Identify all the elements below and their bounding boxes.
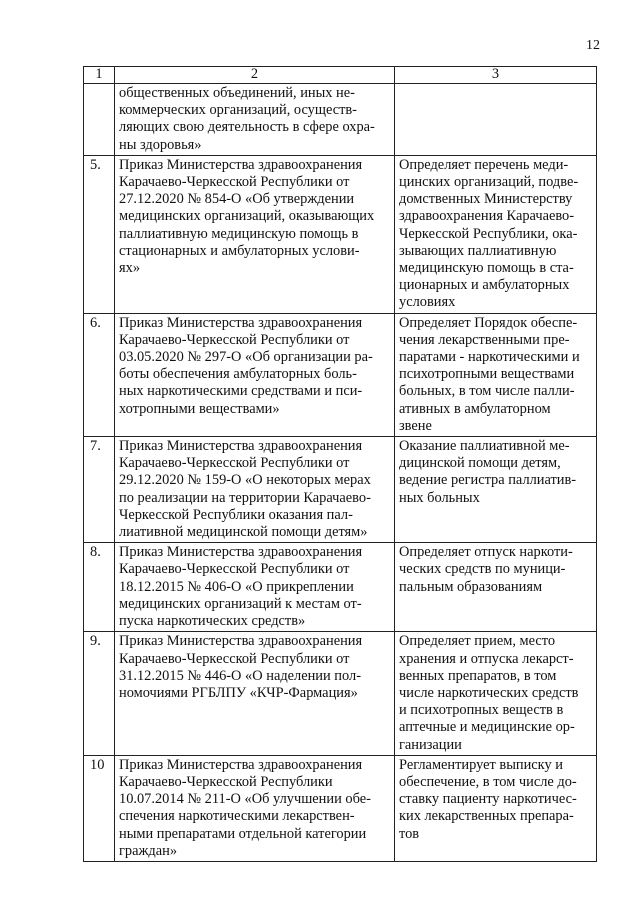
description-cell	[395, 313, 597, 436]
description-line: и психотропных веществ в	[399, 702, 564, 719]
description-line: Оказание паллиативной ме-	[399, 438, 570, 455]
document-line: Приказ Министерства здравоохранения	[119, 633, 363, 650]
document-line: Карачаево-Черкесской Республики	[119, 773, 333, 790]
description-line: психотропными веществами	[399, 366, 575, 383]
description-cell	[395, 437, 597, 543]
description-line: домственных Министерству	[399, 191, 573, 208]
document-line: Карачаево-Черкесской Республики от	[119, 561, 350, 578]
description-line: Черкесской Республики, ока-	[399, 225, 578, 242]
description-line: Определяет перечень меди-	[399, 156, 569, 173]
description-line: Определяет прием, место	[399, 633, 556, 650]
row-number: 8.	[84, 543, 115, 632]
description-line: ционарных и амбулаторных	[399, 277, 570, 294]
document-line: Карачаево-Черкесской Республики от	[119, 650, 350, 667]
document-line: номочиями РГБЛПУ «КЧР-Фармация»	[119, 684, 358, 701]
document-line: хотропными веществами»	[119, 400, 280, 417]
description-line: медицинскую помощь в ста-	[399, 260, 574, 277]
header-cell-2: 2	[115, 67, 395, 84]
document-line: Приказ Министерства здравоохранения	[119, 438, 363, 455]
description-line: условиях	[399, 294, 456, 311]
row-number: 5.	[84, 155, 115, 313]
description-cell	[395, 543, 597, 632]
document-line: по реализации на территории Карачаево-	[119, 489, 371, 506]
table-row	[84, 543, 597, 632]
document-line: ях»	[119, 260, 141, 277]
page-number: 12	[586, 38, 600, 53]
description-line: ких лекарственных препара-	[399, 808, 574, 825]
row-number: 7.	[84, 437, 115, 543]
description-cell	[395, 155, 597, 313]
document-line: боты обеспечения амбулаторных боль-	[119, 366, 357, 383]
description-line: больных, в том числе палли-	[399, 383, 575, 400]
table-row	[84, 755, 597, 861]
document-line: Карачаево-Черкесской Республики от	[119, 455, 350, 472]
document-line: 27.12.2020 № 854-О «Об утверждении	[119, 191, 355, 208]
document-cell	[115, 437, 395, 543]
document-line: общественных объединений, иных не-	[119, 85, 355, 101]
description-line: цинских организаций, подве-	[399, 174, 579, 191]
description-line: зывающих паллиативную	[399, 242, 557, 259]
row-number: 10	[84, 755, 115, 861]
document-line: Приказ Министерства здравоохранения	[119, 314, 363, 331]
description-line: хранения и отпуска лекарст-	[399, 650, 574, 667]
description-line: паратами - наркотическими и	[399, 349, 580, 366]
description-line: Определяет Порядок обеспе-	[399, 314, 578, 331]
document-line: 03.05.2020 № 297-О «Об организации ра-	[119, 349, 373, 366]
document-line: Карачаево-Черкесской Республики от	[119, 174, 350, 191]
document-line: 10.07.2014 № 211-О «Об улучшении обе-	[119, 791, 371, 808]
document-line: лиативной медицинской помощи детям»	[119, 524, 368, 541]
document-line: спечения наркотическими лекарствен-	[119, 808, 355, 825]
description-line: обеспечение, в том числе до-	[399, 773, 577, 790]
document-line: пуска наркотических средств»	[119, 613, 306, 630]
row-number: 6.	[84, 313, 115, 436]
description-cell	[395, 755, 597, 861]
description-line: ных больных	[399, 489, 480, 506]
description-line: Регламентирует выписку и	[399, 756, 563, 773]
document-cell	[115, 84, 395, 156]
table-row	[84, 313, 597, 436]
document-line: 18.12.2015 № 406-О «О прикреплении	[119, 578, 354, 595]
document-line: медицинских организаций к местам от-	[119, 595, 362, 612]
document-cell	[115, 313, 395, 436]
document-line: паллиативную медицинскую помощь в	[119, 225, 359, 242]
table-body	[84, 67, 597, 862]
document-line: стационарных и амбулаторных услови-	[119, 242, 360, 259]
document-line: 31.12.2015 № 446-О «О наделении пол-	[119, 667, 361, 684]
document-cell	[115, 632, 395, 755]
description-line: аптечные и медицинские ор-	[399, 719, 575, 736]
document-line: ляющих свою деятельность в сфере охра-	[119, 119, 375, 136]
header-cell-1: 1	[84, 67, 115, 84]
document-line: Карачаево-Черкесской Республики от	[119, 331, 350, 348]
document-line: коммерческих организаций, осуществ-	[119, 102, 357, 119]
description-line: ведение регистра паллиатив-	[399, 472, 577, 489]
description-line: здравоохранения Карачаево-	[399, 208, 575, 225]
description-line: ганизации	[399, 736, 462, 753]
document-cell	[115, 755, 395, 861]
row-number: 9.	[84, 632, 115, 755]
header-cell-3: 3	[395, 67, 597, 84]
description-cell	[395, 632, 597, 755]
description-line: числе наркотических средств	[399, 684, 579, 701]
document-line: Приказ Министерства здравоохранения	[119, 544, 363, 561]
document-line: Черкесской Республики оказания пал-	[119, 506, 353, 523]
document-line: ными препаратами отдельной категории	[119, 825, 367, 842]
document-cell	[115, 543, 395, 632]
document-line: граждан»	[119, 842, 178, 859]
description-line: тов	[399, 825, 420, 842]
document-line: ны здоровья»	[119, 136, 202, 153]
description-cell	[395, 84, 597, 156]
description-line: чения лекарственными пре-	[399, 331, 570, 348]
documents-table	[83, 66, 597, 862]
description-line: ческих средств по муници-	[399, 561, 566, 578]
table-row	[84, 632, 597, 755]
description-line: венных препаратов, в том	[399, 667, 557, 684]
table-header-row	[84, 67, 597, 84]
document-line: медицинских организаций, оказывающих	[119, 208, 375, 225]
table-row	[84, 155, 597, 313]
document-line: ных наркотическими средствами и пси-	[119, 383, 363, 400]
document-line: Приказ Министерства здравоохранения	[119, 156, 363, 173]
document-line: Приказ Министерства здравоохранения	[119, 756, 363, 773]
table-row	[84, 437, 597, 543]
description-line: звене	[399, 417, 432, 434]
description-line: Определяет отпуск наркоти-	[399, 544, 573, 561]
document-cell	[115, 155, 395, 313]
row-number	[84, 84, 115, 156]
table-row	[84, 84, 597, 156]
description-line: ставку пациенту наркотичес-	[399, 791, 577, 808]
description-line: пальным образованиям	[399, 578, 543, 595]
document-line: 29.12.2020 № 159-О «О некоторых мерах	[119, 472, 371, 489]
description-line: ативных в амбулаторном	[399, 400, 551, 417]
description-line: дицинской помощи детям,	[399, 455, 561, 472]
